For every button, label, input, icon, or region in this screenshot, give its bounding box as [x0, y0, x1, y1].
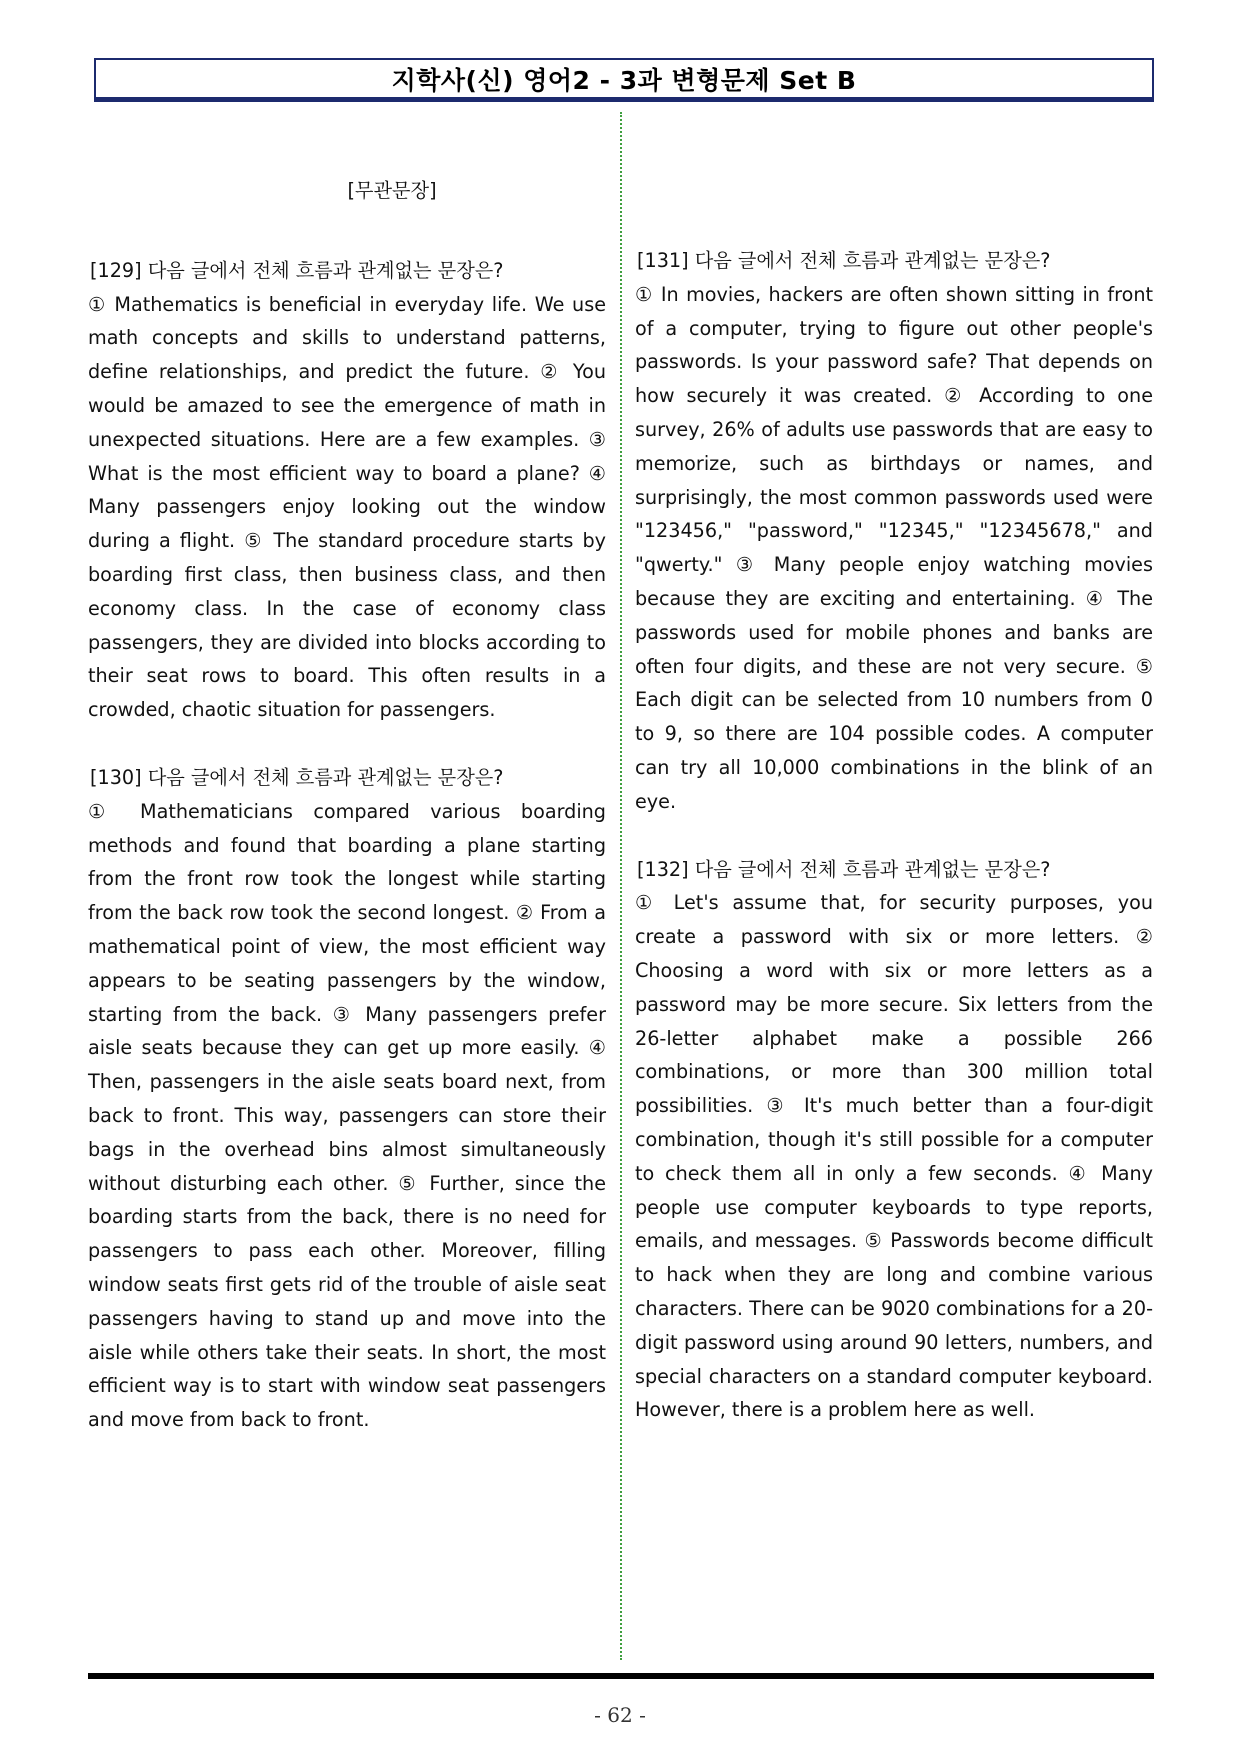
question-passage: ① Mathematics is beneficial in everyday life. We use math concepts and skills to understand patterns, define relationships, and predict the future. ② You would be amazed to see the emergence of math in unexpected situations. Here are a few examples. ③ What is the most efficient way to board a plane? ④ Many passengers enjoy looking out the window during a flight. ⑤ The standard procedure starts by boarding first class, then business class, and then economy class. In the case of economy class passengers, they are divided into blocks according to their seat rows to board. This often results in a crowded, chaotic situation for passengers. — [88, 292, 606, 722]
page-number: - 62 - — [594, 1703, 646, 1727]
page-header — [94, 58, 1154, 102]
question-heading: [129] 다음 글에서 전체 흐름과 관계없는 문장은? — [90, 258, 504, 282]
question-heading: [132] 다음 글에서 전체 흐름과 관계없는 문장은? — [637, 857, 1051, 881]
question-heading: [131] 다음 글에서 전체 흐름과 관계없는 문장은? — [637, 249, 1051, 272]
spacer — [635, 819, 1153, 853]
footer-rule — [88, 1673, 1154, 1679]
question-passage: ① Mathematicians compared various boarding methods and found that boarding a plane starting from the front row took the longest while starting from the back row took the second longest. ② From a mathematical point of view, the most efficient way appears to be seating passengers by the window, starting from the back. ③ Many passengers prefer aisle seats because they can get up more easily. ④ Then, passengers in the aisle seats board next, from back to front. This way, passengers can store their bags in the overhead bins almost simultaneously without disturbing each other. ⑤ Further, since the boarding starts from the back, there is no need for passengers to pass each other. Moreover, filling window seats first gets rid of the trouble of aisle seat passengers having to stand up and move into the aisle while others take their seats. In short, the most efficient way is to start with window seat passengers and move from back to front. — [88, 799, 606, 1432]
section-label: [무관문장] — [347, 179, 437, 202]
spacer — [88, 208, 606, 254]
question-130 — [88, 761, 606, 1437]
page-title: 지학사(신) 영어2 - 3과 변형문제 Set B — [391, 65, 857, 95]
question-131 — [635, 244, 1153, 819]
column-divider — [620, 112, 622, 1660]
left-column — [88, 150, 606, 1437]
question-passage: ① Let's assume that, for security purposes, you create a password with six or more letters. ② Choosing a word with six or more letters as a password may be more secure. Six letters from the 26-letter alphabet make a possible 266 combinations, or more than 300 million total possibilities. ③ It's much better than a four-digit combination, though it's still possible for a computer to check them all in only a few seconds. ④ Many people use computer keyboards to type reports, emails, and messages. ⑤ Passwords become difficult to hack when they are long and combine various characters. There can be 9020 combinations for a 20-digit password using around 90 letters, numbers, and special characters on a standard computer keyboard. However, there is a problem here as well. — [635, 891, 1153, 1422]
right-column — [635, 244, 1153, 1427]
spacer — [88, 727, 606, 761]
question-132 — [635, 853, 1153, 1428]
question-passage: ① In movies, hackers are often shown sitting in front of a computer, trying to figure out other people's passwords. Is your password safe? That depends on how securely it was created. ② According to one survey, 26% of adults use passwords that are easy to memorize, such as birthdays or names, and surprisingly, the most common passwords used were "123456," "password," "12345," "12345678," and "qwerty." ③ Many people enjoy watching movies because they are exciting and entertaining. ④ The passwords used for mobile phones and banks are often four digits, and these are not very secure. ⑤ Each digit can be selected from 10 numbers from 0 to 9, so there are 104 possible codes. A computer can try all 10,000 combinations in the blink of an eye. — [635, 282, 1153, 813]
question-129 — [88, 254, 606, 727]
question-heading: [130] 다음 글에서 전체 흐름과 관계없는 문장은? — [90, 765, 504, 789]
